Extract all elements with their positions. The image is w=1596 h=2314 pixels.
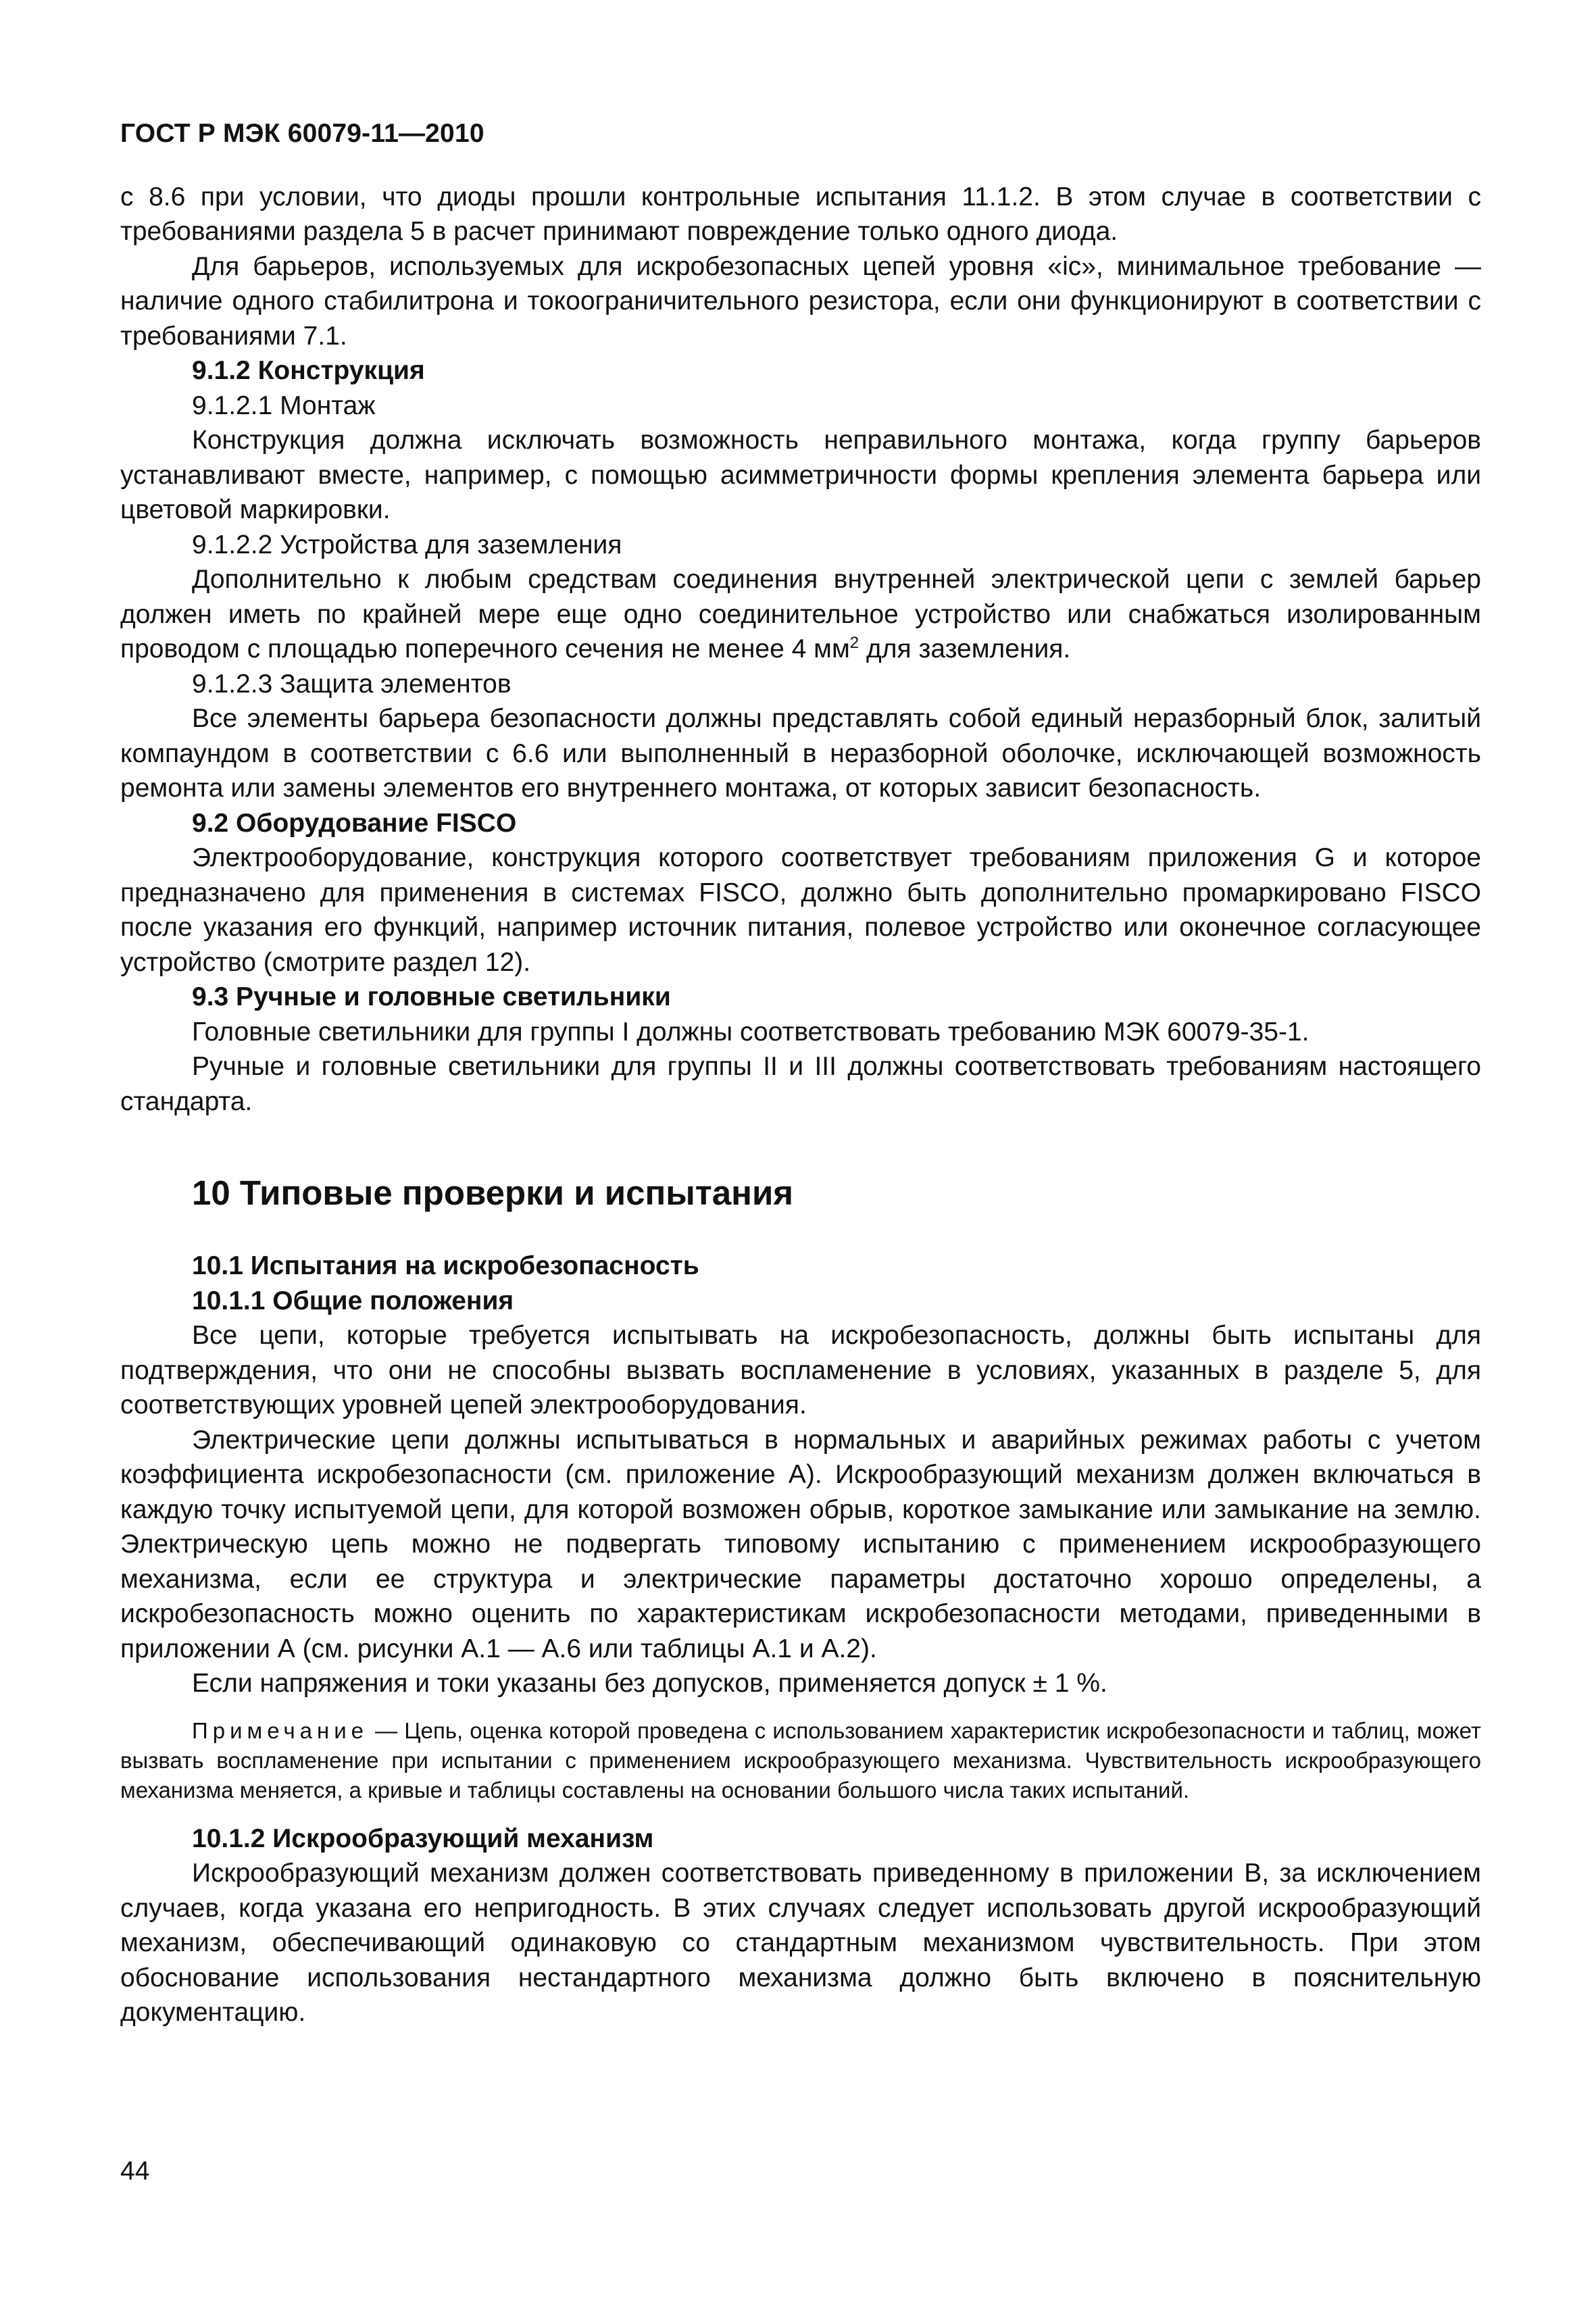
spacer [120,1213,1481,1249]
paragraph: Все цепи, которые требуется испытывать на искробезопасность, должны быть испытаны для подтверждения, что они не способны вызвать воспламенение в условиях, указанных в разделе 5, для соответствующих уровней цепей электрооборудования. [120,1321,1481,1420]
paragraph: Если напряжения и токи указаны без допусков, применяется допуск ± 1 %. [192,1669,1107,1699]
subsection-heading-10-1-1: 10.1.1 Общие положения [192,1286,514,1315]
clause-heading-9-1-2-1: 9.1.2.1 Монтаж [192,391,376,420]
subsection-heading-9-3: 9.3 Ручные и головные светильники [192,982,671,1012]
paragraph-with-superscript [120,562,1481,667]
paragraph: Электрооборудование, конструкция которого соответствует требованиям приложения G и которое предназначено для применения в системах FISCO, должно быть дополнительно промаркировано FISCO после указания его функций, например источник питания, полевое устройство или оконечное согласующее устройство (смотрите раздел 12). [120,843,1481,977]
paragraph: Все элементы барьера безопасности должны представлять собой единый неразборный блок, залитый компаундом в соответствии с 6.6 или выполненный в неразборной оболочке, исключающей возможность ремонта или замены элементов его внутреннего монтажа, от которых зависит безопасность. [120,704,1481,803]
paragraph: Ручные и головные светильники для группы II и III должны соответствовать требованиям настоящего стандарта. [120,1052,1481,1116]
note [120,1716,1481,1805]
paragraph-text: Дополнительно к любым средствам соединения внутренней электрической цепи с землей барьер должен иметь по крайней мере еще одно соединительное устройство или снабжаться изолированным проводом с площадью поперечного сечения не менее 4 мм [120,565,1481,664]
section-heading-10: 10 Типовые проверки и испытания [192,1174,794,1213]
clause-heading-9-1-2-3: 9.1.2.3 Защита элементов [192,669,512,699]
note-text: — Цепь, оценка которой проведена с использованием характеристик искробезопасности и таблиц, может вызвать воспламенение при испытании с применением искрообразующего механизма. Чувствительность искрообразующего механизма меняется, а кривые и таблицы составлены на основании большого числа таких испытаний. [120,1717,1481,1803]
paragraph: Для барьеров, используемых для искробезопасных цепей уровня «ic», минимальное требование — наличие одного стабилитрона и токоограничительного резистора, если они функционируют в соответствии с требованиями 7.1. [120,251,1481,351]
paragraph: Искрообразующий механизм должен соответствовать приведенному в приложении В, за исключением случаев, когда указана его непригодность. В этих случаях следует использовать другой искрообразующий механизм, обеспечивающий одинаковую со стандартным механизмом чувствительность. При этом обоснование использования нестандартного механизма должно быть включено в пояснительную документацию. [120,1859,1481,2028]
paragraph: Конструкция должна исключать возможность неправильного монтажа, когда группу барьеров устанавливают вместе, например, с помощью асимметричности формы крепления элемента барьера или цветовой маркировки. [120,426,1481,525]
subsection-heading-9-1-2: 9.1.2 Конструкция [192,356,425,386]
note-label: Примечание [192,1717,369,1743]
clause-heading-9-1-2-2: 9.1.2.2 Устройства для заземления [192,530,622,559]
paragraph: Головные светильники для группы I должны соответствовать требованию МЭК 60079-35-1. [192,1017,1310,1047]
paragraph-text: для заземления. [859,634,1071,664]
subsection-heading-10-1: 10.1 Испытания на искробезопасность [192,1251,699,1281]
superscript: 2 [849,634,859,653]
subsection-heading-9-2: 9.2 Оборудование FISCO [192,808,517,838]
paragraph: Электрические цепи должны испытываться в нормальных и аварийных режимах работы с учетом коэффициента искробезопасности (см. приложение А). Искрообразующий механизм должен включаться в каждую точку испытуемой цепи, для которой возможен обрыв, короткое замыкание или замыкание на землю. Электрическую цепь можно не подвергать типовому испытанию с применением искрообразующего механизма, если ее структура и электрические параметры достаточно хорошо определены, а искробезопасность можно оценить по характеристикам искробезопасности методами, приведенными в приложении А (см. рисунки А.1 — А.6 или таблицы А.1 и А.2). [120,1425,1481,1663]
subsection-heading-10-1-2: 10.1.2 Искрообразующий механизм [192,1823,654,1853]
standard-header: ГОСТ Р МЭК 60079-11—2010 [120,119,484,148]
page-number: 44 [120,2157,150,2186]
paragraph: с 8.6 при условии, что диоды прошли контрольные испытания 11.1.2. В этом случае в соответствии с требованиями раздела 5 в расчет принимают повреждение только одного диода. [120,182,1481,247]
